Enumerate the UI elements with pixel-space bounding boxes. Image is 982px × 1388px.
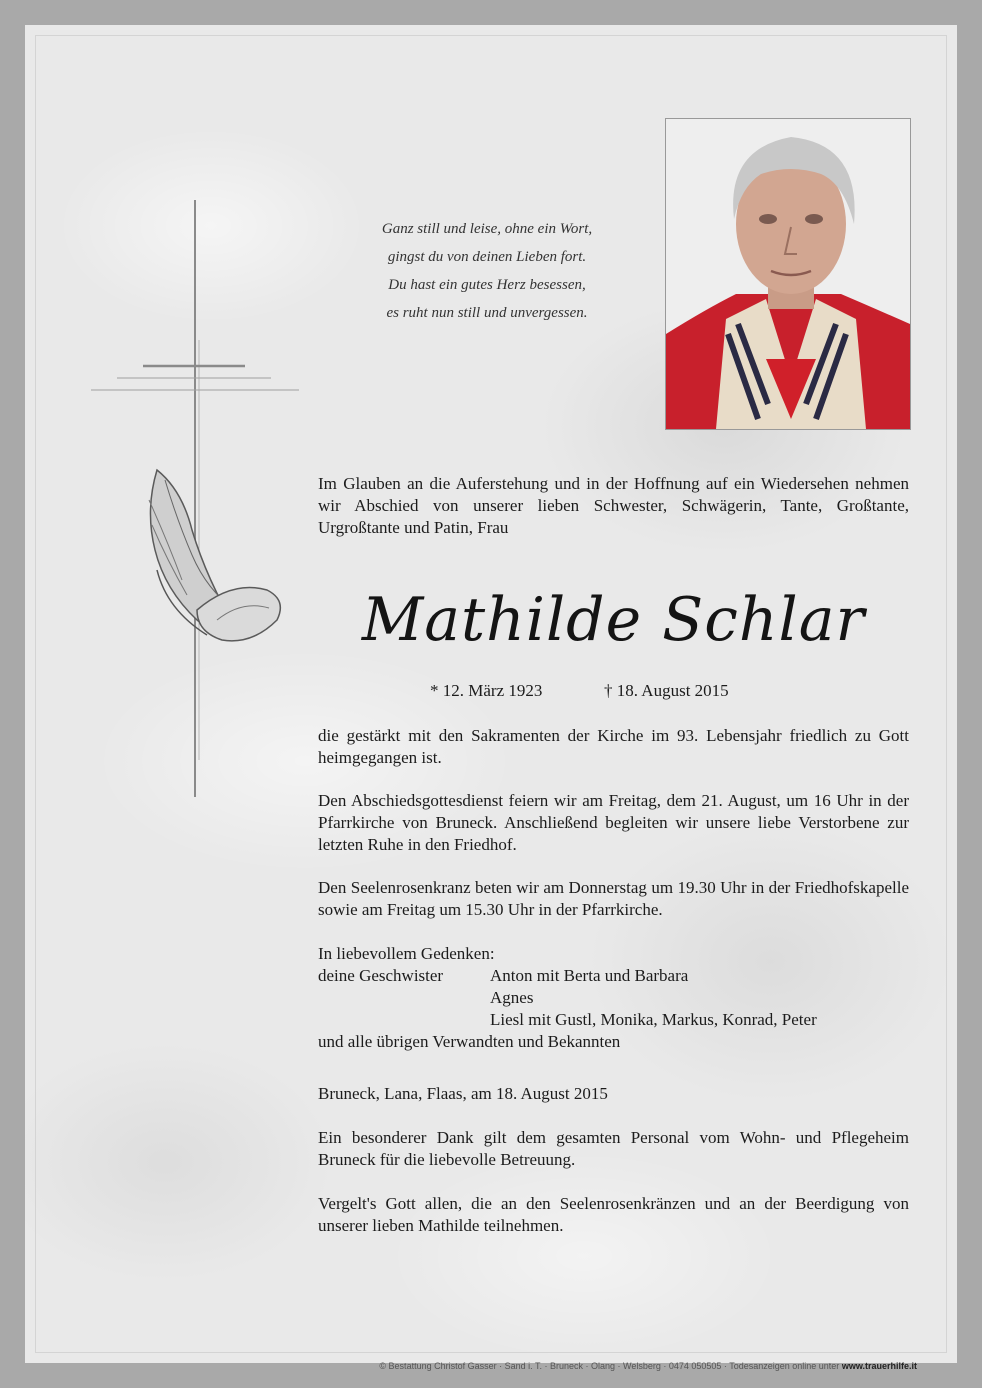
poem-line: Du hast ein gutes Herz besessen, <box>388 277 586 293</box>
passing-paragraph: die gestärkt mit den Sakramenten der Kirche im 93. Lebensjahr friedlich zu Gott heimgegangen ist. <box>318 726 909 767</box>
rosary-paragraph: Den Seelenrosenkranz beten wir am Donnerstag um 19.30 Uhr in der Friedhofskapelle sowie am Freitag um 15.30 Uhr in der Pfarrkirche. <box>318 878 909 919</box>
funeral-paragraph: Den Abschiedsgottesdienst feiern wir am Freitag, dem 21. August, um 16 Uhr in der Pfarrkirche von Bruneck. Anschließend begleiten wir unsere liebe Verstorbene zur letzten Ruhe in den Friedhof. <box>318 791 909 854</box>
poem <box>317 215 657 327</box>
mourners-block <box>318 943 909 1053</box>
deceased-name: Mathilde Schlar <box>361 585 866 655</box>
intro-paragraph: Im Glauben an die Auferstehung und in der Hoffnung auf ein Wiedersehen nehmen wir Abschied von unserer lieben Schwester, Schwägerin, Tante, Großtante, Urgroßtante und Patin, Frau <box>318 474 909 537</box>
vergelts-paragraph: Vergelt's Gott allen, die an den Seelenrosenkränzen und an der Beerdigung von unserer lieben Mathilde teilnehmen. <box>318 1194 909 1235</box>
mourners-label: deine Geschwister <box>318 966 444 985</box>
place-date: Bruneck, Lana, Flaas, am 18. August 2015 <box>318 1084 608 1103</box>
birth-date: * 12. März 1923 <box>430 681 543 700</box>
footer-text: © Bestattung Christof Gasser · Sand i. T. · Bruneck · Olang · Welsberg · 0474 050505 · Todesanzeigen online unter <box>379 1361 842 1371</box>
poem-line: Ganz still und leise, ohne ein Wort, <box>381 221 593 237</box>
death-date: † 18. August 2015 <box>604 681 729 700</box>
footer <box>379 1361 917 1371</box>
mourners-line: Anton mit Berta und Barbara <box>490 966 689 985</box>
mourners-heading: In liebevollem Gedenken: <box>318 944 495 963</box>
poem-line: gingst du von deinen Lieben fort. <box>387 249 587 265</box>
footer-link[interactable]: www.trauerhilfe.it <box>841 1361 917 1371</box>
thanks-paragraph: Ein besonderer Dank gilt dem gesamten Personal vom Wohn- und Pflegeheim Bruneck für die liebevolle Betreuung. <box>318 1128 909 1169</box>
mourners-others: und alle übrigen Verwandten und Bekannten <box>318 1032 621 1051</box>
mourners-line: Liesl mit Gustl, Monika, Markus, Konrad, Peter <box>490 1010 817 1029</box>
praying-hands-icon <box>137 460 287 650</box>
poem-line: es ruht nun still und unvergessen. <box>386 305 588 321</box>
portrait-photo <box>665 118 911 430</box>
mourners-line: Agnes <box>490 988 534 1007</box>
obituary-page <box>25 25 957 1371</box>
